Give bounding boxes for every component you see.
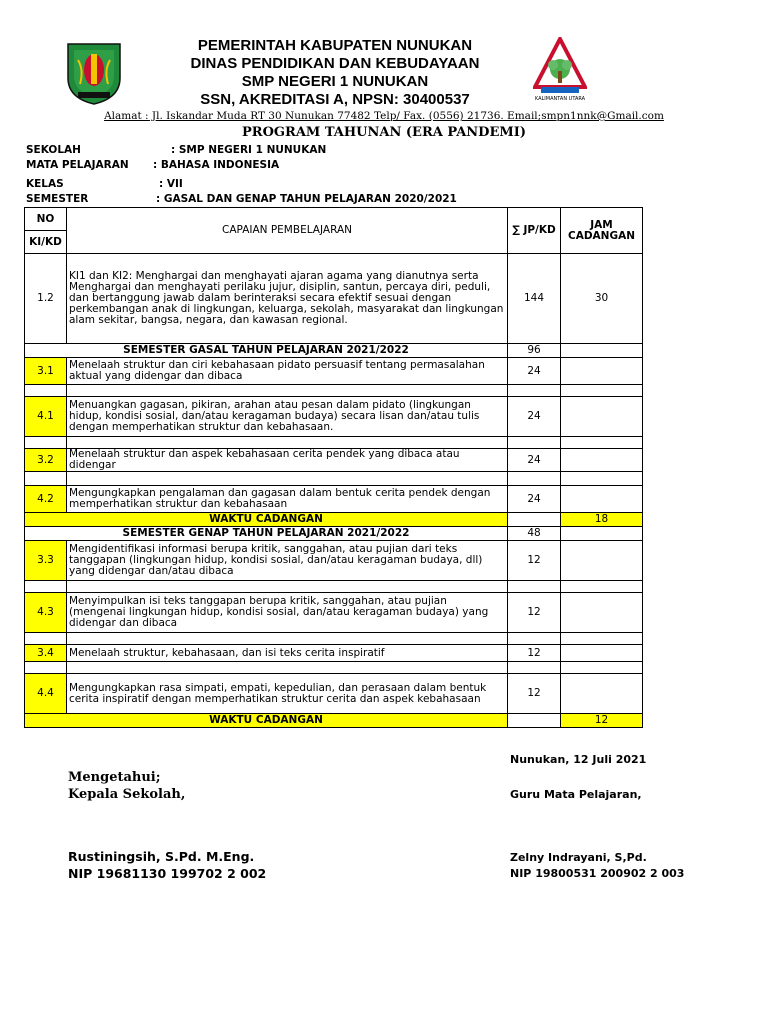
row-no: 3.2 (25, 449, 67, 472)
meta-school (26, 144, 626, 158)
semester-genap-title: SEMESTER GENAP TAHUN PELAJARAN 2021/2022 (25, 527, 508, 541)
guru-nip: NIP 19800531 200902 2 003 (510, 867, 685, 880)
kepsek-nip: NIP 19681130 199702 2 002 (68, 866, 267, 881)
meta-school-value: : SMP NEGERI 1 NUNUKAN (171, 144, 327, 156)
spacer-row (25, 437, 643, 449)
meta-school-label: SEKOLAH (26, 144, 81, 156)
row-no: 4.4 (25, 674, 67, 714)
kepsek-name: Rustiningsih, S.Pd. M.Eng. (68, 849, 255, 864)
table-row (25, 486, 643, 513)
row-text: KI1 dan KI2: Menghargai dan menghayati ajaran agama yang dianutnya serta Menghargai dan menghayati perilaku jujur, disiplin, santun, percaya diri, peduli, dan bertanggung jawab dalam berinteraksi secara efektif sesuai dengan perkembangan anak di lingkungan, keluarga, sekolah, masyarakat dan lingkungan alam sekitar, bangsa, negara, dan kawasan regional. (67, 254, 508, 344)
guru-label: Guru Mata Pelajaran, (510, 788, 642, 801)
waktu-cadangan-label: WAKTU CADANGAN (25, 714, 508, 728)
spacer-row (25, 385, 643, 397)
program-table (24, 207, 643, 728)
row-no: 3.3 (25, 541, 67, 581)
table-row (25, 358, 643, 385)
school-logo-text: KALIMANTAN UTARA (534, 96, 586, 102)
meta-class-value: : VII (159, 178, 183, 190)
header-jp: ∑ JP/KD (508, 208, 561, 254)
waktu-cadangan-label: WAKTU CADANGAN (25, 513, 508, 527)
header-line-government: PEMERINTAH KABUPATEN NUNUKAN (197, 37, 473, 54)
row-no: 3.4 (25, 645, 67, 662)
meta-subject-label: MATA PELAJARAN (26, 159, 129, 171)
school-logo (533, 37, 587, 103)
meta-class-label: KELAS (26, 178, 64, 190)
school-address: Alamat : Jl. Iskandar Muda RT 30 Nunukan 77482 Telp/ Fax. (0556) 21736. Email;smpn1nnk@Gmail.com (104, 110, 664, 122)
table-row (25, 645, 643, 662)
row-text: Menyimpulkan isi teks tanggapan berupa kritik, sanggahan, atau pujian (mengenai lingkungan hidup, kondisi sosial, dan/atau keragaman budaya) yang didengar dan dibaca (67, 593, 508, 633)
spacer-row (25, 662, 643, 674)
row-no: 4.1 (25, 397, 67, 437)
row-text: Mengungkapkan pengalaman dan gagasan dalam bentuk cerita pendek dengan memperhatikan struktur dan kebahasaan (67, 486, 508, 513)
semester-gasal-title: SEMESTER GASAL TAHUN PELAJARAN 2021/2022 (25, 344, 508, 358)
header-line-department: DINAS PENDIDIKAN DAN KEBUDAYAAN (190, 55, 480, 72)
semester-genap-jp: 48 (508, 527, 561, 541)
meta-semester-label: SEMESTER (26, 193, 89, 205)
spacer-row (25, 581, 643, 593)
table-row (25, 449, 643, 472)
meta-subject-value: : BAHASA INDONESIA (153, 159, 280, 171)
header-no: NO (25, 208, 67, 231)
spacer-row (25, 633, 643, 645)
row-no: 3.1 (25, 358, 67, 385)
waktu-cadangan-row (25, 513, 643, 527)
guru-name: Zelny Indrayani, S,Pd. (510, 851, 647, 864)
table-row (25, 541, 643, 581)
mengetahui-label: Mengetahui; (68, 770, 161, 785)
table-row (25, 254, 643, 344)
row-text: Mengungkapkan rasa simpati, empati, kepedulian, dan perasaan dalam bentuk cerita inspiratif dengan memperhatikan struktur cerita dan aspek kebahasaan (67, 674, 508, 714)
header-line-school: SMP NEGERI 1 NUNUKAN (241, 73, 429, 90)
table-row (25, 593, 643, 633)
row-jp: 144 (508, 254, 561, 344)
document-title: PROGRAM TAHUNAN (ERA PANDEMI) (242, 125, 526, 140)
row-text: Mengidentifikasi informasi berupa kritik, sanggahan, atau pujian dari teks tanggapan (lingkungan hidup, kondisi sosial, dan/atau keragaman budaya, dll) yang didengar dan/atau dibaca (67, 541, 508, 581)
row-jp: 24 (508, 358, 561, 385)
row-jp: 12 (508, 541, 561, 581)
row-jp: 24 (508, 486, 561, 513)
waktu-cadangan-row (25, 714, 643, 728)
meta-semester (26, 193, 646, 207)
table-header-row (25, 208, 643, 231)
row-jp: 24 (508, 449, 561, 472)
header-line-accreditation: SSN, AKREDITASI A, NPSN: 30400537 (200, 91, 470, 108)
waktu-cadangan-value: 12 (561, 714, 643, 728)
row-text: Menelaah struktur dan aspek kebahasaan cerita pendek yang dibaca atau didengar (67, 449, 508, 472)
meta-subject (26, 159, 626, 173)
row-no: 4.2 (25, 486, 67, 513)
row-jp: 12 (508, 645, 561, 662)
row-cadangan: 30 (561, 254, 643, 344)
row-jp: 12 (508, 674, 561, 714)
row-text: Menuangkan gagasan, pikiran, arahan atau pesan dalam pidato (lingkungan hidup, kondisi sosial, dan/atau keragaman budaya) secara lisan dan/atau tulis dengan memperhatikan struktur dan kebahasaan. (67, 397, 508, 437)
meta-class (26, 178, 626, 192)
semester-genap-row (25, 527, 643, 541)
table-row (25, 397, 643, 437)
row-jp: 24 (508, 397, 561, 437)
table-row (25, 674, 643, 714)
row-text: Menelaah struktur, kebahasaan, dan isi teks cerita inspiratif (67, 645, 508, 662)
kepsek-label: Kepala Sekolah, (68, 787, 186, 802)
row-text: Menelaah struktur dan ciri kebahasaan pidato persuasif tentang permasalahan aktual yang didengar dan dibaca (67, 358, 508, 385)
row-no: 1.2 (25, 254, 67, 344)
semester-gasal-jp: 96 (508, 344, 561, 358)
waktu-cadangan-value: 18 (561, 513, 643, 527)
header-cadangan: JAM CADANGAN (561, 208, 643, 254)
kabupaten-logo (64, 40, 124, 106)
semester-gasal-row (25, 344, 643, 358)
meta-semester-value: : GASAL DAN GENAP TAHUN PELAJARAN 2020/2021 (156, 193, 457, 205)
row-jp: 12 (508, 593, 561, 633)
header-capaian: CAPAIAN PEMBELAJARAN (67, 208, 508, 254)
place-date: Nunukan, 12 Juli 2021 (510, 753, 647, 766)
header-kikd: KI/KD (25, 231, 67, 254)
spacer-row (25, 472, 643, 486)
row-no: 4.3 (25, 593, 67, 633)
